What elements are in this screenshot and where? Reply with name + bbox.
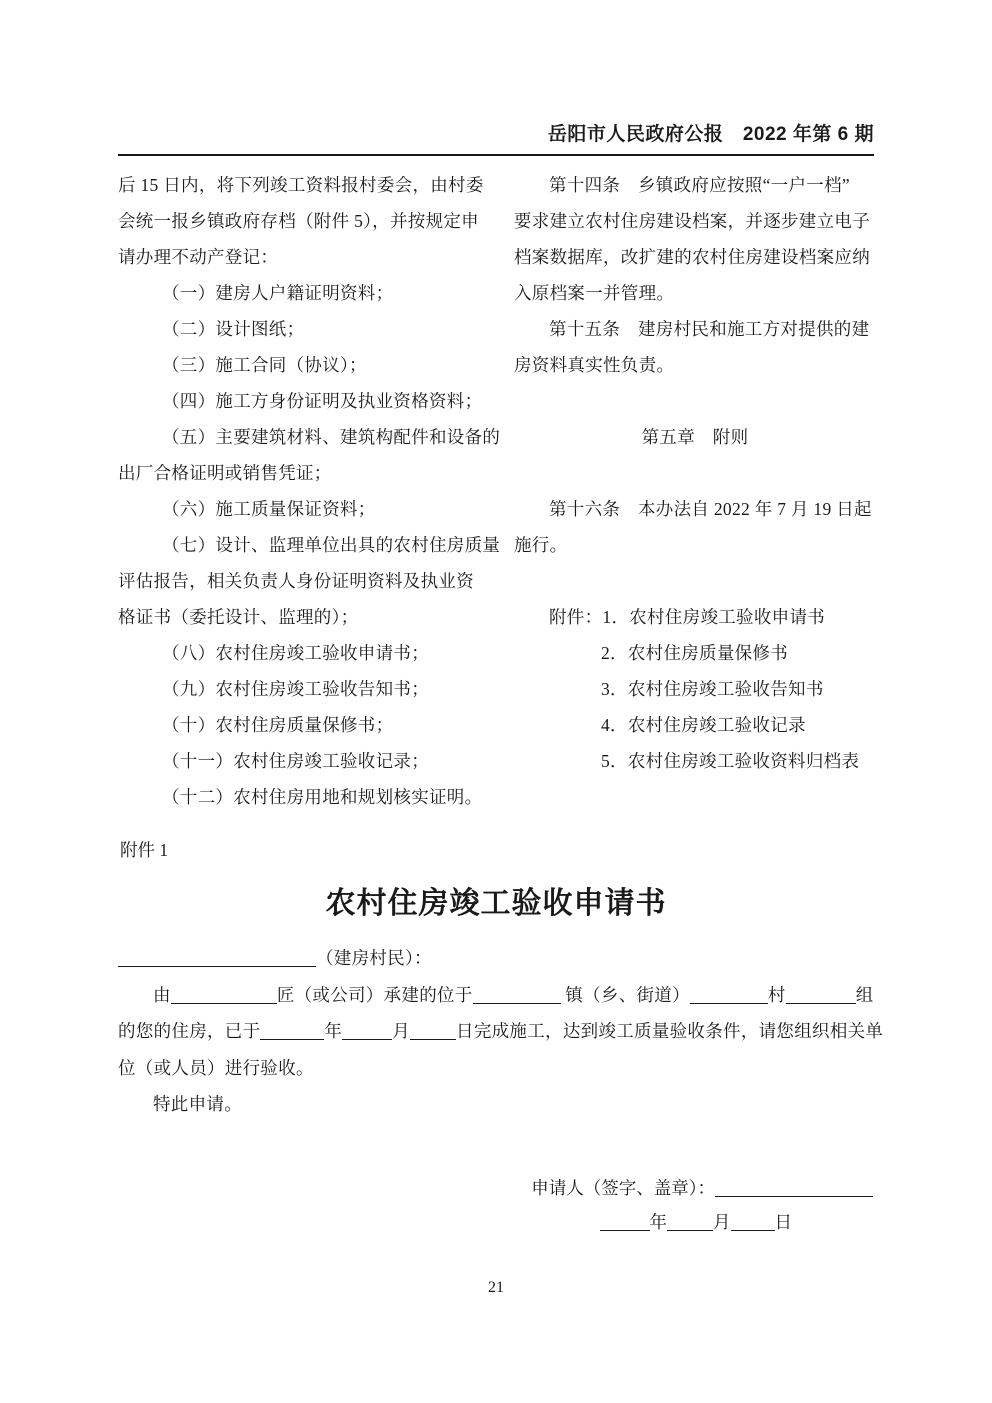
attachment-title: 农村住房竣工验收申请书	[325, 887, 667, 920]
body-line: 请办理不动产登记：	[118, 247, 279, 267]
signature-date-line	[600, 1204, 793, 1240]
chapter-heading: 第五章 附则	[641, 427, 749, 447]
form-text: 特此申请。	[153, 1094, 242, 1114]
list-item: （九）农村住房竣工验收告知书；	[162, 679, 429, 699]
list-item: （八）农村住房竣工验收申请书；	[162, 643, 429, 663]
list-item: （五）主要建筑材料、建筑构配件和设备的	[162, 427, 501, 447]
fill-in-blank	[410, 1022, 456, 1041]
body-line: 施行。	[514, 535, 568, 555]
right-column	[514, 167, 876, 815]
fill-in-blank	[342, 1022, 392, 1041]
list-item: （六）施工质量保证资料；	[162, 499, 376, 519]
form-text: 匠（或公司）承建的位于	[276, 984, 473, 1005]
fill-in-blank	[600, 1213, 650, 1232]
list-item: （三）施工合同（协议）；	[162, 355, 367, 375]
attachment-item: 5．农村住房竣工验收资料归档表	[601, 751, 860, 771]
blank-row	[514, 455, 876, 491]
form-line-addressee	[118, 940, 880, 977]
attachment-item: 3．农村住房竣工验收告知书	[601, 679, 824, 699]
blank-row	[514, 383, 876, 419]
fill-in-blank	[715, 1179, 873, 1198]
form-text: 由	[153, 984, 171, 1005]
article-15-line: 第十五条 建房村民和施工方对提供的建	[549, 319, 870, 339]
form-text: （建房村民）：	[316, 948, 432, 968]
list-item: （一）建房人户籍证明资料；	[162, 283, 394, 303]
article-14-line: 第十四条 乡镇政府应按照“一户一档”	[549, 175, 850, 195]
form-text: 村	[767, 984, 786, 1005]
fill-in-blank	[731, 1213, 775, 1232]
fill-in-blank	[690, 985, 768, 1004]
application-form	[118, 940, 884, 1123]
body-line: 出厂合格证明或销售凭证；	[118, 463, 332, 483]
signature-line	[531, 1170, 873, 1206]
body-line: 会统一报乡镇政府存档（附件 5），并按规定申	[118, 211, 479, 231]
fill-in-blank	[118, 949, 316, 968]
form-text: 日	[774, 1212, 792, 1232]
form-text: 位（或人员）进行验收。	[118, 1057, 314, 1078]
list-item: （十一）农村住房竣工验收记录；	[162, 751, 429, 771]
form-text: 的您的住房，已于	[118, 1021, 261, 1041]
form-text: 日完成施工，达到竣工质量验收条件，请您组织相关单	[456, 1021, 884, 1041]
body-line: 评估报告，相关负责人身份证明资料及执业资	[118, 571, 474, 591]
page-number: 21	[488, 1279, 504, 1296]
body-line: 房资料真实性负责。	[514, 355, 675, 375]
form-text: 年	[649, 1212, 667, 1232]
form-text: 月	[713, 1212, 731, 1232]
form-line-date	[118, 1013, 884, 1050]
list-item: （十二）农村住房用地和规划核实证明。	[162, 787, 483, 807]
attachments-intro: 附件：1．农村住房竣工验收申请书	[549, 607, 826, 627]
list-item: （七）设计、监理单位出具的农村住房质量	[162, 535, 501, 555]
left-column	[118, 167, 501, 815]
list-item: （十）农村住房质量保修书；	[162, 715, 394, 735]
form-line-builder	[118, 977, 880, 1014]
list-item: （四）施工方身份证明及执业资格资料；	[162, 391, 483, 411]
gazette-header-title: 岳阳市人民政府公报 2022 年第 6 期	[547, 124, 874, 145]
form-text: 镇（乡、街道）	[560, 984, 690, 1005]
attachment-item: 2．农村住房质量保修书	[601, 643, 789, 663]
form-text: 组	[855, 984, 874, 1005]
fill-in-blank	[786, 985, 856, 1004]
form-text: 月	[392, 1021, 411, 1041]
body-line: 要求建立农村住房建设档案，并逐步建立电子	[514, 211, 870, 231]
form-text: 申请人（签字、盖章）：	[531, 1178, 715, 1198]
attachment-item: 4．农村住房竣工验收记录	[601, 715, 806, 735]
body-line: 入原档案一并管理。	[514, 283, 675, 303]
form-text: 年	[324, 1021, 343, 1041]
fill-in-blank	[667, 1213, 713, 1232]
list-item: （二）设计图纸；	[162, 319, 305, 339]
body-line: 格证书（委托设计、监理的）；	[118, 607, 359, 627]
blank-row	[514, 563, 876, 599]
article-16-line: 第十六条 本办法自 2022 年 7 月 19 日起	[549, 499, 872, 519]
form-line-accept	[118, 1050, 880, 1087]
page-header	[118, 121, 874, 156]
attachment-label: 附件 1	[120, 840, 169, 860]
fill-in-blank	[260, 1022, 324, 1041]
body-line: 后 15 日内，将下列竣工资料报村委会，由村委	[118, 175, 484, 195]
fill-in-blank	[473, 985, 561, 1004]
article-body	[118, 167, 876, 815]
fill-in-blank	[171, 985, 277, 1004]
body-line: 档案数据库，改扩建的农村住房建设档案应纳	[514, 247, 870, 267]
form-line-hereby	[118, 1086, 880, 1123]
